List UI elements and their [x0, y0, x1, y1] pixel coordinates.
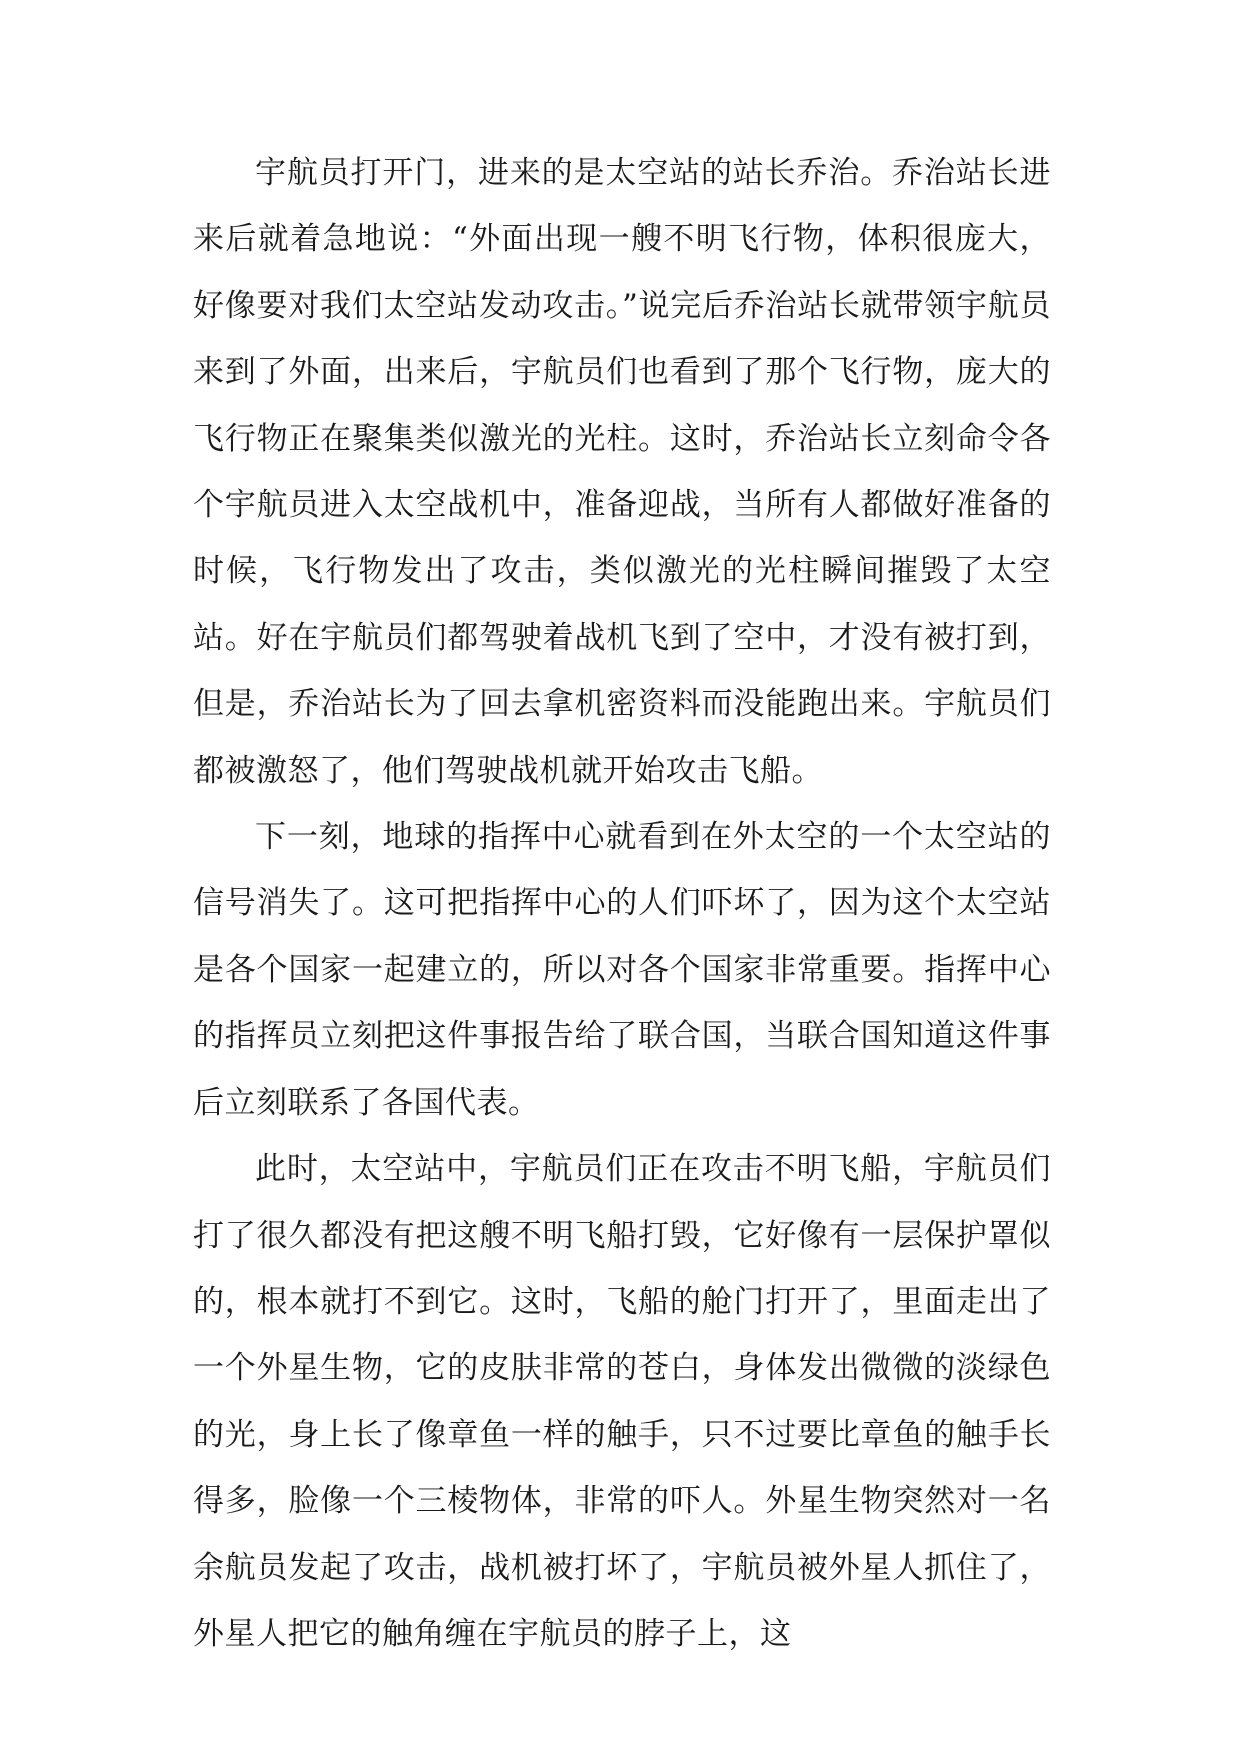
paragraph-3: 此时，太空站中，宇航员们正在攻击不明飞船，宇航员们打了很久都没有把这艘不明飞船打毁，它好像有一层保护罩似的，根本就打不到它。这时，飞船的舱门打开了，里面走出了一个外星生物，它的皮肤非常的苍白，身体发出微微的淡绿色的光，身上长了像章鱼一样的触手，只不过要比章鱼的触手长得多，脸像一个三棱物体，非常的吓人。外星生物突然对一名余航员发起了攻击，战机被打坏了，宇航员被外星人抓住了，外星人把它的触角缠在宇航员的脖子上，这	[193, 1151, 1051, 1652]
paragraph-2: 下一刻，地球的指挥中心就看到在外太空的一个太空站的信号消失了。这可把指挥中心的人们吓坏了，因为这个太空站是各个国家一起建立的，所以对各个国家非常重要。指挥中心的指挥员立刻把这件事报告给了联合国，当联合国知道这件事后立刻联系了各国代表。	[193, 819, 1051, 1121]
document-page	[193, 140, 1051, 1652]
paragraph-1: 宇航员打开门，进来的是太空站的站长乔治。乔治站长进来后就着急地说：“外面出现一艘不明飞行物，体积很庞大，好像要对我们太空站发动攻击。”说完后乔治站长就带领宇航员来到了外面，出来后，宇航员们也看到了那个飞行物，庞大的飞行物正在聚集类似激光的光柱。这时，乔治站长立刻命令各个宇航员进入太空战机中，准备迎战，当所有人都做好准备的时候，飞行物发出了攻击，类似激光的光柱瞬间摧毁了太空站。好在宇航员们都驾驶着战机飞到了空中，才没有被打到，但是，乔治站长为了回去拿机密资料而没能跑出来。宇航员们都被激怒了，他们驾驶战机就开始攻击飞船。	[193, 155, 1051, 789]
